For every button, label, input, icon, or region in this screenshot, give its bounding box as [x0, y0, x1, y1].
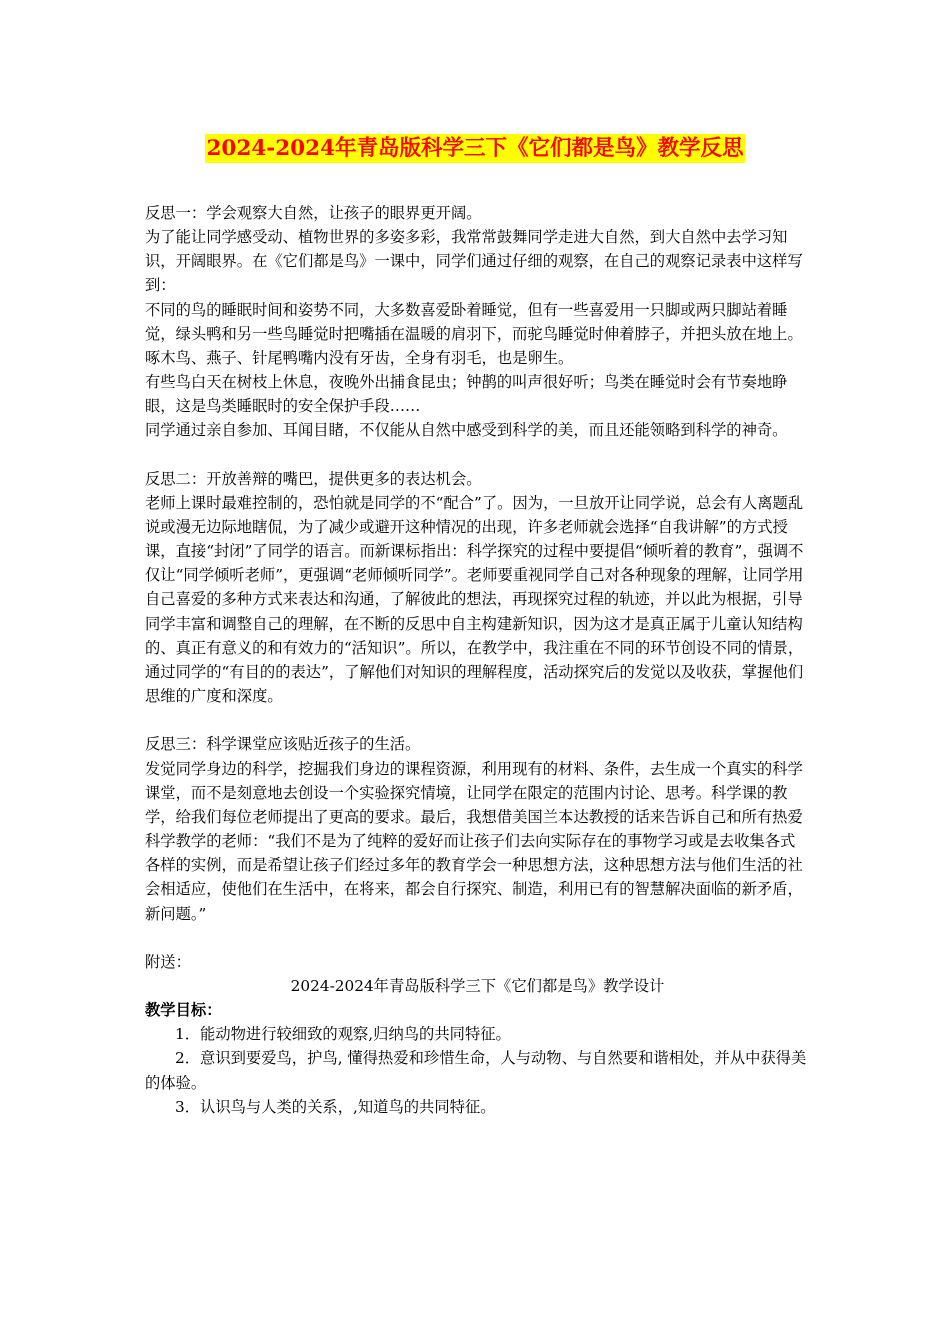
reflection-1-paragraph: 啄木鸟、燕子、针尾鸭嘴内没有牙齿，全身有羽毛，也是卵生。	[145, 348, 574, 367]
document-body	[145, 201, 810, 1119]
reflection-1-paragraph: 同学通过亲自参加、耳闻目睹，不仅能从自然中感受到科学的美，而且还能领略到科学的神奇。	[145, 421, 788, 440]
reflection-1-heading: 反思一：学会观察大自然，让孩子的眼界更开阔。	[145, 204, 482, 222]
spacer	[145, 708, 810, 732]
goal-item: 1．能动物进行较细致的观察,归纳鸟的共同特征。	[175, 1025, 511, 1044]
spacer	[145, 926, 810, 950]
appendix-label: 附送：	[145, 952, 191, 971]
reflection-2-heading: 反思二：开放善辩的嘴巴，提供更多的表达机会。	[145, 469, 482, 488]
goal-item: 2．意识到要爱鸟，护鸟, 懂得热爱和珍惜生命，人与动物、与自然要和谐相处，并从中获得美的体验。	[145, 1049, 807, 1092]
title-container	[0, 134, 950, 163]
goals-label: 教学目标：	[145, 1001, 222, 1020]
reflection-3-heading: 反思三：科学课堂应该贴近孩子的生活。	[145, 735, 421, 754]
reflection-2-paragraph: 老师上课时最难控制的，恐怕就是同学的不“配合”了。因为，一旦放开让同学说，总会有人离题乱说或漫无边际地瞎侃，为了减少或避开这种情况的出现，许多老师就会选择“自我讲解”的方式授课，直接“封闭”了同学的语言。而新课标指出：科学探究的过程中要提倡“倾听着的教育”，强调不仅让“同学倾听老师”，更强调“老师倾听同学”。老师要重视同学自己对各种现象的理解，让同学用自己喜爱的多种方式来表达和沟通，了解彼此的想法，再现探究过程的轨迹，并以此为根据，引导同学丰富和调整自己的理解，在不断的反思中自主构建新知识，因为这才是真正属于儿童认知结构的、真正有意义的和有效力的“活知识”。所以，在教学中，我注重在不同的环节创设不同的情景，通过同学的“有目的的表达”，了解他们对知识的理解程度，活动探究后的发觉以及收获，掌握他们思维的广度和深度。	[145, 493, 804, 706]
design-title: 2024-2024年青岛版科学三下《它们都是鸟》教学设计	[290, 976, 665, 995]
reflection-1-paragraph: 为了能让同学感受动、植物世界的多姿多彩，我常常鼓舞同学走进大自然，到大自然中去学习知识，开阔眼界。在《它们都是鸟》一课中，同学们通过仔细的观察，在自己的观察记录表中这样写到：	[145, 228, 803, 295]
reflection-1-paragraph: 有些鸟白天在树枝上休息，夜晚外出捕食昆虫；钟鹊的叫声很好听；鸟类在睡觉时会有节奏地睁眼，这是鸟类睡眠时的安全保护手段……	[145, 373, 788, 416]
reflection-3-paragraph: 发觉同学身边的科学，挖掘我们身边的课程资源，利用现有的材料、条件，去生成一个真实的科学课堂，而不是刻意地去创设一个实验探究情境，让同学在限定的范围内讨论、思考。科学课的教学，给我们每位老师提出了更高的要求。最后，我想借美国兰本达教授的话来告诉自己和所有热爱科学教学的老师：“我们不是为了纯粹的爱好而让孩子们去向实际存在的事物学习或是去收集各式各样的实例，而是希望让孩子们经过多年的教育学会一种思想方法，这种思想方法与他们生活的社会相适应，使他们在生活中，在将来，都会自行探究、制造，利用已有的智慧解决面临的新矛盾，新问题。”	[145, 759, 803, 923]
reflection-1-paragraph: 不同的鸟的睡眠时间和姿势不同，大多数喜爱卧着睡觉，但有一些喜爱用一只脚或两只脚站着睡觉，绿头鸭和另一些鸟睡觉时把嘴插在温暖的肩羽下，而驼鸟睡觉时伸着脖子，并把头放在地上。	[145, 300, 803, 343]
spacer	[145, 443, 810, 467]
goal-item: 3．认识鸟与人类的关系，,知道鸟的共同特征。	[175, 1097, 496, 1116]
document-title: 2024-2024年青岛版科学三下《它们都是鸟》教学反思	[206, 136, 744, 161]
